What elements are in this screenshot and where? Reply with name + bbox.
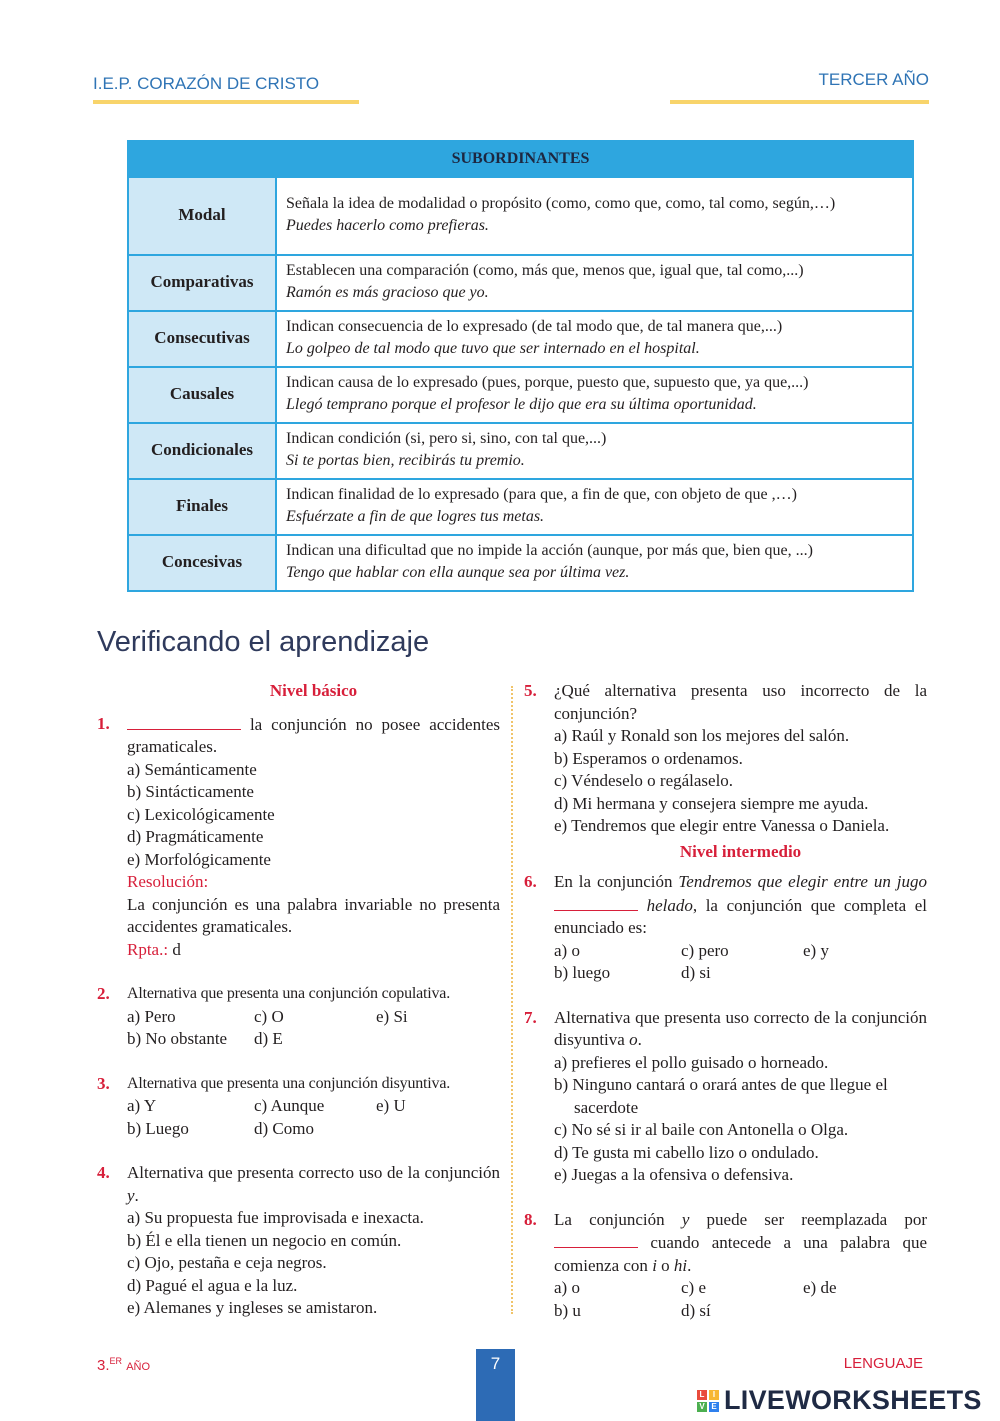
row-example: Tengo que hablar con ella aunque sea por última vez. [286, 564, 630, 581]
table-row [128, 367, 913, 423]
option[interactable]: a) Raúl y Ronald son los mejores del salón. [554, 726, 850, 745]
question-2 [97, 983, 500, 1006]
row-description: Indican finalidad de lo expresado (para que, a fin de que, con objeto de que ,…) Esfuérzate a fin de que logres tus metas. [276, 479, 913, 535]
option[interactable]: e) Si [376, 1006, 408, 1026]
word-o: o [661, 1255, 670, 1275]
resolution-label: Resolución: [127, 872, 209, 891]
row-category: Condicionales [128, 423, 276, 479]
option[interactable]: b) Esperamos o ordenamos. [554, 748, 743, 768]
question-stem: Alternativa que presenta uso correcto de la conjunción disyuntiva [554, 1007, 927, 1049]
option[interactable]: b) Él e ella tienen un negocio en común. [127, 1230, 402, 1250]
option[interactable]: b) Ninguno cantará o orará antes de que llegue el sacerdote [554, 1075, 888, 1117]
question-stem: Alternativa que presenta correcto uso de la conjunción [127, 1163, 500, 1182]
question-1 [97, 713, 500, 759]
question-number: 8. [524, 1209, 537, 1229]
question-number: 2. [97, 984, 110, 1003]
question-stem-italic: Tendremos que elegir entre un jugo [678, 872, 927, 891]
option[interactable]: c) Lexicológicamente [127, 804, 275, 824]
answer-blank[interactable] [127, 713, 241, 730]
row-example: Llegó temprano porque el profesor le dijo que era su última oportunidad. [286, 396, 757, 413]
question-number: 5. [524, 681, 537, 700]
option[interactable]: a) o [554, 1278, 580, 1297]
table-row [128, 535, 913, 591]
resolution-text: La conjunción es una palabra invariable no presenta accidentes gramaticales. [127, 894, 500, 936]
right-column [524, 680, 927, 1322]
option[interactable]: b) No obstante [127, 1029, 228, 1048]
option[interactable]: b) luego [554, 963, 611, 982]
option[interactable]: c) Aunque [254, 1096, 325, 1115]
option[interactable]: a) o [554, 940, 580, 960]
row-description: Indican consecuencia de lo expresado (de tal modo que, de tal manera que,...) Lo golpeo de tal modo que tuvo que ser internado en el hospital. [276, 311, 913, 367]
row-category: Consecutivas [128, 311, 276, 367]
question-7: 7. Alternativa que presenta uso correcto de la conjunción disyuntiva o. [524, 1007, 927, 1052]
option[interactable]: a) prefieres el pollo guisado o horneado. [554, 1052, 829, 1072]
liveworksheets-logo-icon: L I V E [697, 1390, 719, 1412]
row-description: Establecen una comparación (como, más que, menos que, igual que, tal como,...) Ramón es más gracioso que yo. [276, 255, 913, 311]
option[interactable]: e) Morfológicamente [127, 849, 271, 869]
options [97, 759, 500, 962]
option[interactable]: c) pero [681, 940, 729, 960]
option[interactable]: d) si [681, 963, 711, 982]
row-description: Indican una dificultad que no impide la acción (aunque, por más que, bien que, ...) Tengo que hablar con ella aunque sea por última vez. [276, 535, 913, 591]
row-category: Concesivas [128, 535, 276, 591]
school-name: I.E.P. CORAZÓN DE CRISTO [93, 74, 320, 93]
grade-label: TERCER AÑO [818, 70, 929, 89]
option[interactable]: e) y [803, 940, 829, 960]
row-example: Puedes hacerlo como prefieras. [286, 217, 489, 234]
row-example: Lo golpeo de tal modo que tuvo que ser internado en el hospital. [286, 340, 700, 357]
table-row [128, 423, 913, 479]
option[interactable]: a) Su propuesta fue improvisada e inexacta. [127, 1208, 424, 1227]
section-title: Verificando el aprendizaje [97, 626, 430, 658]
question-number: 6. [524, 872, 537, 891]
question-stem-b: puede ser reemplazada por [706, 1209, 927, 1229]
question-stem-italic: y [127, 1185, 135, 1205]
footer-subject: LENGUAJE [843, 1355, 923, 1372]
question-stem: En la conjunción [554, 872, 673, 891]
option[interactable]: e) U [376, 1096, 406, 1115]
option[interactable]: d) Pragmáticamente [127, 827, 264, 846]
answer-value: d [172, 939, 181, 959]
table-row [128, 177, 913, 255]
question-number: 1. [97, 713, 110, 733]
level-heading-basic: Nivel básico [269, 681, 358, 700]
options [524, 940, 927, 985]
option[interactable]: e) Tendremos que elegir entre Vanessa o Daniela. [554, 816, 890, 835]
option[interactable]: a) Pero [127, 1006, 176, 1026]
question-stem-c: cuando antecede a una palabra que comienza con [554, 1233, 928, 1275]
answer-blank[interactable] [554, 894, 638, 911]
options [524, 725, 927, 838]
answer-label: Rpta.: [127, 939, 169, 959]
option[interactable]: d) sí [681, 1300, 711, 1320]
options [97, 1207, 500, 1320]
option[interactable]: c) Ojo, pestaña e ceja negros. [127, 1253, 327, 1272]
question-number: 4. [97, 1163, 110, 1182]
header-rule-right [670, 100, 929, 104]
question-stem: La conjunción [554, 1209, 665, 1229]
option[interactable]: d) Como [254, 1118, 314, 1138]
option[interactable]: a) Semánticamente [127, 759, 257, 779]
row-example: Si te portas bien, recibirás tu premio. [286, 452, 525, 469]
liveworksheets-brand[interactable] [697, 1385, 982, 1416]
footer-grade: 3.$^{ER}$ AÑO [97, 1356, 151, 1374]
option[interactable]: b) Luego [127, 1118, 189, 1138]
option[interactable]: a) Y [127, 1096, 157, 1115]
option[interactable]: d) Te gusta mi cabello lizo o ondulado. [554, 1142, 819, 1162]
page-number: 7 [476, 1349, 515, 1421]
option[interactable]: c) O [254, 1006, 284, 1026]
question-3 [97, 1073, 500, 1096]
answer-blank[interactable] [554, 1231, 638, 1248]
question-number: 3. [97, 1073, 110, 1093]
table-row [128, 479, 913, 535]
table-row [128, 311, 913, 367]
question-number: 7. [524, 1007, 537, 1027]
option[interactable]: c) No sé si ir al baile con Antonella o Olga. [554, 1120, 849, 1139]
question-stem-italic: o [629, 1030, 638, 1049]
table-title: SUBORDINANTES [128, 141, 913, 177]
option[interactable]: d) Pagué el agua e la luz. [127, 1275, 298, 1295]
question-stem: ¿Qué alternativa presenta uso incorrecto de la conjunción? [554, 681, 927, 723]
letter-i: i [652, 1255, 657, 1275]
question-stem: Alternativa que presenta una conjunción disyuntiva. [127, 1074, 451, 1092]
header-rule-left [93, 100, 359, 104]
row-category: Modal [128, 177, 276, 255]
question-6 [524, 871, 927, 940]
question-stem-italic: y [681, 1209, 690, 1229]
option[interactable]: c) e [681, 1278, 707, 1297]
question-stem-end: , la conjunción que completa el enunciado es: [554, 895, 927, 937]
table-row [128, 255, 913, 311]
option[interactable]: d) E [254, 1029, 283, 1048]
subordinantes-table [127, 140, 914, 592]
question-4: 4. Alternativa que presenta correcto uso de la conjunción y. [97, 1162, 500, 1207]
question-stem: la conjunción no posee accidentes gramaticales. [127, 714, 500, 756]
option[interactable]: b) u [554, 1300, 581, 1320]
row-description: Indican causa de lo expresado (pues, porque, puesto que, supuesto que, ya que,...) Llegó temprano porque el profesor le dijo que era su última oportunidad. [276, 367, 913, 423]
row-category: Finales [128, 479, 276, 535]
option[interactable]: c) Véndeselo o regálaselo. [554, 771, 734, 790]
level-heading-intermediate: Nivel intermedio [679, 841, 802, 861]
row-category: Comparativas [128, 255, 276, 311]
option[interactable]: b) Sintácticamente [127, 782, 254, 801]
option[interactable]: e) Juegas a la ofensiva o defensiva. [554, 1165, 794, 1184]
row-description: Indican condición (si, pero si, sino, con tal que,...) Si te portas bien, recibirás tu premio. [276, 423, 913, 479]
left-column [97, 680, 500, 1320]
row-description: Señala la idea de modalidad o propósito (como, como que, como, tal como, según,…) Puedes hacerlo como prefieras. [276, 177, 913, 255]
options [524, 1277, 927, 1322]
options [97, 1006, 500, 1051]
question-5 [524, 680, 927, 725]
option[interactable]: e) Alemanes y ingleses se amistaron. [127, 1298, 378, 1317]
options [97, 1095, 500, 1140]
row-example: Ramón es más gracioso que yo. [286, 284, 489, 301]
question-stem: Alternativa que presenta una conjunción copulativa. [127, 985, 451, 1002]
question-stem-italic-2: helado [646, 895, 693, 915]
option[interactable]: d) Mi hermana y consejera siempre me ayuda. [554, 793, 869, 813]
option[interactable]: e) de [803, 1278, 837, 1297]
column-divider [511, 686, 513, 1314]
row-category: Causales [128, 367, 276, 423]
brand-text: LIVEWORKSHEETS [724, 1385, 982, 1415]
letters-hi: hi [673, 1255, 688, 1275]
row-example: Esfuérzate a fin de que logres tus metas. [286, 508, 545, 525]
question-8: 8. La conjunción y puede ser reemplazada por cuando antecede a una palabra que comienza con i o hi. [524, 1209, 927, 1278]
options [524, 1052, 927, 1187]
